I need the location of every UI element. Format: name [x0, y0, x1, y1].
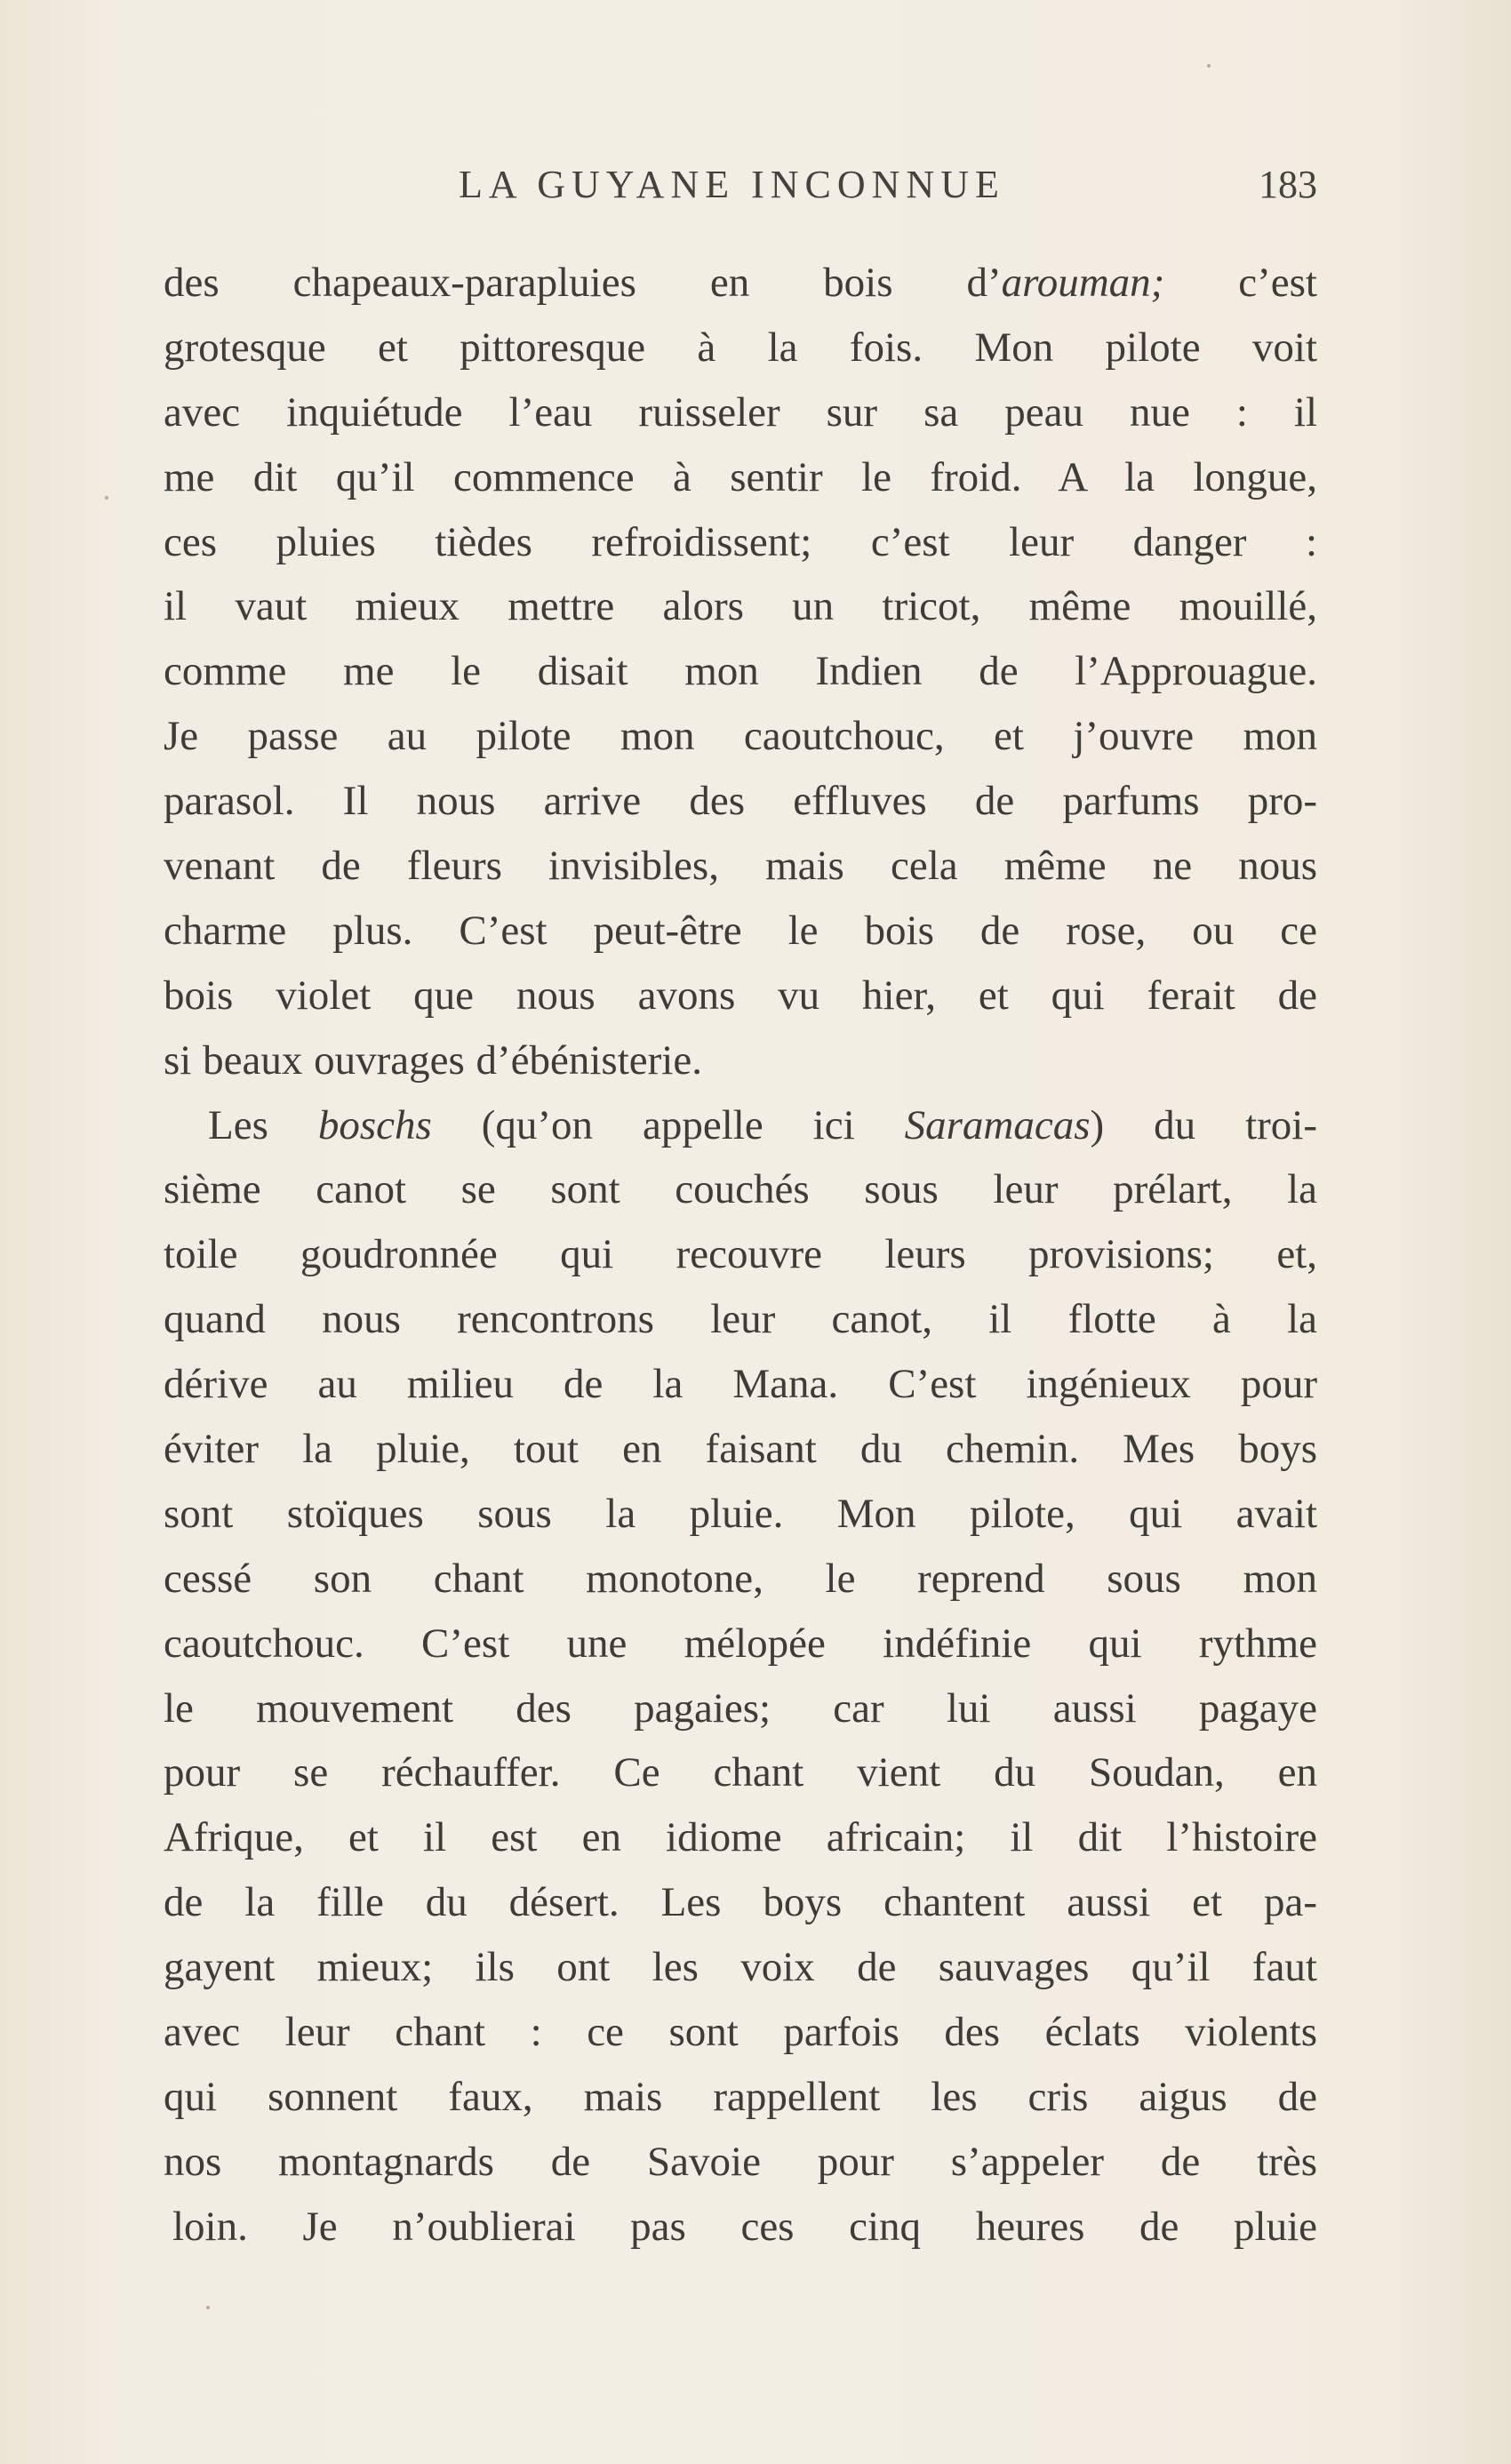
text-line-23: le mouvement des pagaies; car lui aussi pagaye	[164, 1684, 1317, 1732]
text-line-14: Les boschs (qu’on appelle ici Saramacas) du troi-	[208, 1101, 1317, 1148]
text-line-30: nos montagnards de Savoie pour s’appeler de très	[164, 2138, 1317, 2185]
paper-speck	[206, 2306, 210, 2309]
text-line-13: si beaux ouvrages d’ébénisterie.	[164, 1036, 702, 1084]
page-number: 183	[1259, 163, 1317, 206]
text-line-16: toile goudronnée qui recouvre leurs provisions; et,	[164, 1231, 1317, 1278]
text-line-25: Afrique, et il est en idiome africain; il dit l’histoire	[164, 1814, 1317, 1861]
text-line-9: parasol. Il nous arrive des effluves de parfums pro-	[164, 778, 1317, 825]
paper-speck	[105, 496, 108, 500]
text-line-15: sième canot se sont couchés sous leur prélart, la	[164, 1166, 1317, 1213]
text-line-8: Je passe au pilote mon caoutchouc, et j’ouvre mon	[164, 713, 1317, 760]
italic-word-saramacas: Saramacas	[904, 1101, 1091, 1148]
text-line-22: caoutchouc. C’est une mélopée indéfinie qui rythme	[164, 1620, 1317, 1667]
text-line-1: des chapeaux-parapluies en bois d’arouman; c’est	[164, 260, 1317, 306]
italic-word-boschs: boschs	[317, 1101, 432, 1148]
text-line-27: gayent mieux; ils ont les voix de sauvages qu’il faut	[164, 1944, 1317, 1991]
text-line-3: avec inquiétude l’eau ruisseler sur sa peau nue : il	[164, 388, 1317, 436]
body-text	[164, 251, 1317, 2260]
italic-word-arouman: arouman;	[1001, 260, 1165, 306]
text-line-5: ces pluies tièdes refroidissent; c’est leur danger :	[164, 518, 1317, 565]
text-line-24: pour se réchauffer. Ce chant vient du Soudan, en	[164, 1749, 1317, 1796]
text-line-18: dérive au milieu de la Mana. C’est ingénieux pour	[164, 1361, 1317, 1408]
text-line-19: éviter la pluie, tout en faisant du chemin. Mes boys	[164, 1426, 1317, 1473]
text-line-21: cessé son chant monotone, le reprend sous mon	[164, 1555, 1317, 1602]
text-line-26: de la fille du désert. Les boys chantent aussi et pa-	[164, 1879, 1317, 1926]
text-line-17: quand nous rencontrons leur canot, il flotte à la	[164, 1296, 1317, 1343]
running-title: LA GUYANE INCONNUE	[459, 163, 1005, 206]
text-line-12: bois violet que nous avons vu hier, et qui ferait de	[164, 972, 1317, 1019]
text-line-2: grotesque et pittoresque à la fois. Mon pilote voit	[164, 324, 1317, 371]
text-line-7: comme me le disait mon Indien de l’Approuague.	[164, 648, 1317, 695]
text-line-20: sont stoïques sous la pluie. Mon pilote, qui avait	[164, 1490, 1317, 1537]
text-line-31: loin. Je n’oublierai pas ces cinq heures de pluie	[172, 2203, 1317, 2250]
text-line-11: charme plus. C’est peut-être le bois de rose, ou ce	[164, 907, 1317, 954]
text-line-28: avec leur chant : ce sont parfois des éclats violents	[164, 2009, 1317, 2056]
text-line-6: il vaut mieux mettre alors un tricot, même mouillé,	[164, 583, 1317, 630]
text-line-4: me dit qu’il commence à sentir le froid. A la longue,	[164, 453, 1317, 500]
text-line-10: venant de fleurs invisibles, mais cela même ne nous	[164, 843, 1317, 890]
text-line-29: qui sonnent faux, mais rappellent les cris aigus de	[164, 2073, 1317, 2120]
running-header	[164, 158, 1317, 212]
paper-speck	[1207, 64, 1211, 68]
